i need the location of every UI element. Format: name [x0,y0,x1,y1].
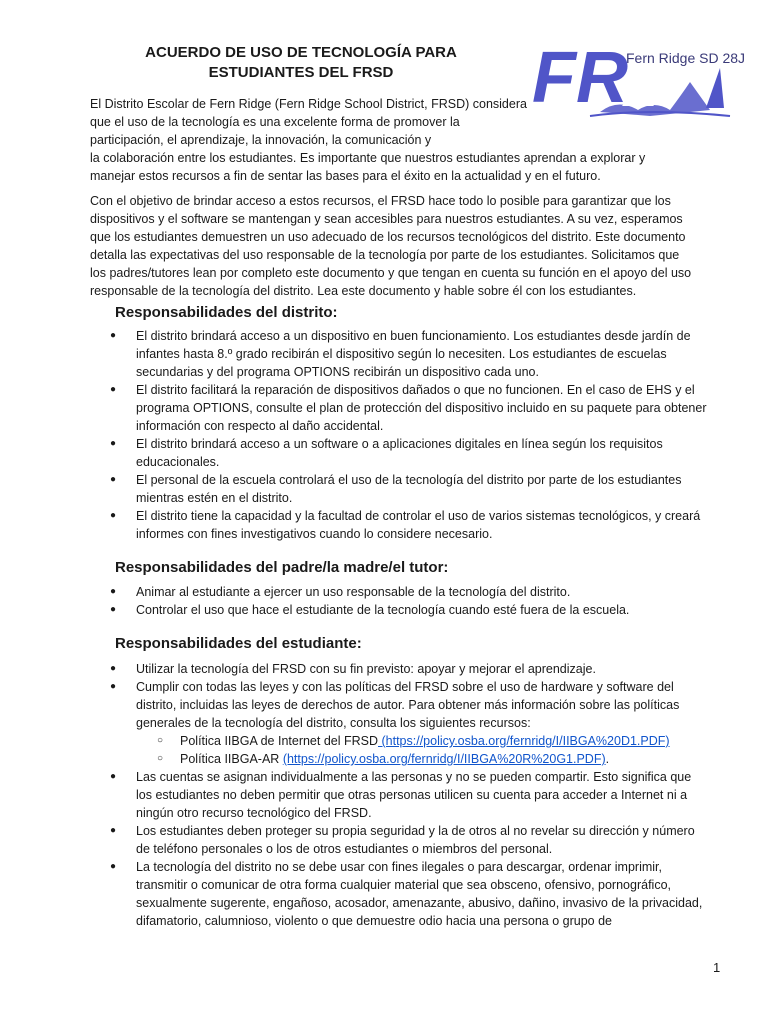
heading-parent-responsibilities: Responsabilidades del padre/la madre/el tutor: [115,559,449,576]
intro-paragraph-2: Con el objetivo de brindar acceso a estos recursos, el FRSD hace todo lo posible para garantizar que los dispositivos y el software se mantengan y sean accesibles para nuestros estudiantes. A su vez, esperamos que los estudiantes demuestren un uso adecuado de los recursos tecnológicos del distrito. Este documento detalla las expectativas del uso responsable de la tecnología por parte de los estudiantes. Solicitamos que los padres/tutores lean por completo este documento y que tengan en cuenta su función en el apoyo del uso responsable de la tecnología del distrito. Lea este documento y hable sobre él con los estudiantes. [90,194,692,298]
heading-district-responsibilities: Responsabilidades del distrito: [115,304,338,321]
list-item: ● La tecnología del distrito no se debe usar con fines ilegales o para descargar, ordenar imprimir, transmitir o comunicar de otra forma cualquier material que sea obsceno, ofensivo, pornográfico, sexualmente sugerente, engañoso, acosador, amenazante, abusivo, dañino, invasivo de la privacidad, difamatorio, calumnioso, violento o que demuestre odio hacia una persona o grupo de [110,858,710,930]
policy-iibga-ar-link[interactable]: (https://policy.osba.org/fernridg/I/IIBGA%20R%20G1.PDF) [282,752,606,766]
list-item: ● Animar al estudiante a ejercer un uso responsable de la tecnología del distrito. [110,583,710,601]
document-title [92,43,510,83]
parent-responsibilities-list [110,583,710,619]
intro-paragraph-1-wrap: El Distrito Escolar de Fern Ridge (Fern Ridge School District, FRSD) considera que el uso de la tecnología es una excelente forma de promover la participación, el aprendizaje, la innovación, la comunicación y [90,97,527,147]
policy-iibga-label: Política IIBGA de Internet del FRSD [180,734,379,748]
logo-district-name: Fern Ridge SD 28J [626,50,746,66]
page-number: 1 [713,960,721,975]
policy-resources-list [136,732,710,768]
intro-paragraph-1-rest: la colaboración entre los estudiantes. Es importante que nuestros estudiantes aprendan a explorar y manejar estos recursos a fin de sentar las bases para el éxito en la actualidad y en el futuro. [90,151,646,183]
list-item: ● Controlar el uso que hace el estudiante de la tecnología cuando esté fuera de la escuela. [110,601,710,619]
list-item-text: Cumplir con todas las leyes y con las políticas del FRSD sobre el uso de hardware y software del distrito, incluidas las leyes de derechos de autor. Para obtener más información sobre las políticas generales de la tecnología del distrito, consulta los siguientes recursos: [136,680,680,730]
heading-student-responsibilities: Responsabilidades del estudiante: [115,635,362,652]
intro-paragraph-1 [90,95,690,185]
list-item: ● El distrito brindará acceso a un software o a aplicaciones digitales en línea según los requisitos educacionales. [110,435,710,471]
list-item: ● El distrito tiene la capacidad y la facultad de controlar el uso de varios sistemas tecnológicos, y creará informes con fines investigativos cuando lo considere necesario. [110,507,710,543]
policy-iibga-link[interactable]: (https://policy.osba.org/fernridg/I/IIBGA%20D1.PDF) [378,734,670,748]
policy-item-iibga-ar [136,750,710,768]
student-responsibilities-list [110,660,710,930]
policy-iibga-ar-period: . [605,752,610,766]
list-item: ● El distrito facilitará la reparación de dispositivos dañados o que no funcionen. En el caso de EHS y el programa OPTIONS, consulte el plan de protección del dispositivo incluido en su paquete para obtener información con respecto al daño accidental. [110,381,710,435]
list-item [110,678,710,768]
list-item: ● Utilizar la tecnología del FRSD con su fin previsto: apoyar y mejorar el aprendizaje. [110,660,710,678]
title-line-1: ACUERDO DE USO DE TECNOLOGÍA PARA [145,44,457,61]
policy-iibga-ar-label: Política IIBGA-AR [180,752,283,766]
list-item: ● El personal de la escuela controlará el uso de la tecnología del distrito por parte de los estudiantes mientras estén en el distrito. [110,471,710,507]
list-item: ● El distrito brindará acceso a un dispositivo en buen funcionamiento. Los estudiantes desde jardín de infantes hasta 8.º grado recibirán el dispositivo según lo necesiten. Los estudiantes de escuelas secundarias y del programa OPTIONS recibirán un dispositivo cada uno. [110,327,710,381]
list-item: ● Los estudiantes deben proteger su propia seguridad y la de otros al no revelar su dirección y número de teléfono personales o los de otros estudiantes o miembros del personal. [110,822,710,858]
logo-letters: FR [532,38,628,118]
policy-item-iibga [136,732,710,750]
district-responsibilities-list [110,327,710,543]
title-line-2: ESTUDIANTES DEL FRSD [208,64,394,81]
list-item: ● Las cuentas se asignan individualmente a las personas y no se pueden compartir. Esto significa que los estudiantes no deben permitir que otras personas utilicen su cuenta para acceder a Internet ni a ningún otro recurso tecnológico del FRSD. [110,768,710,822]
